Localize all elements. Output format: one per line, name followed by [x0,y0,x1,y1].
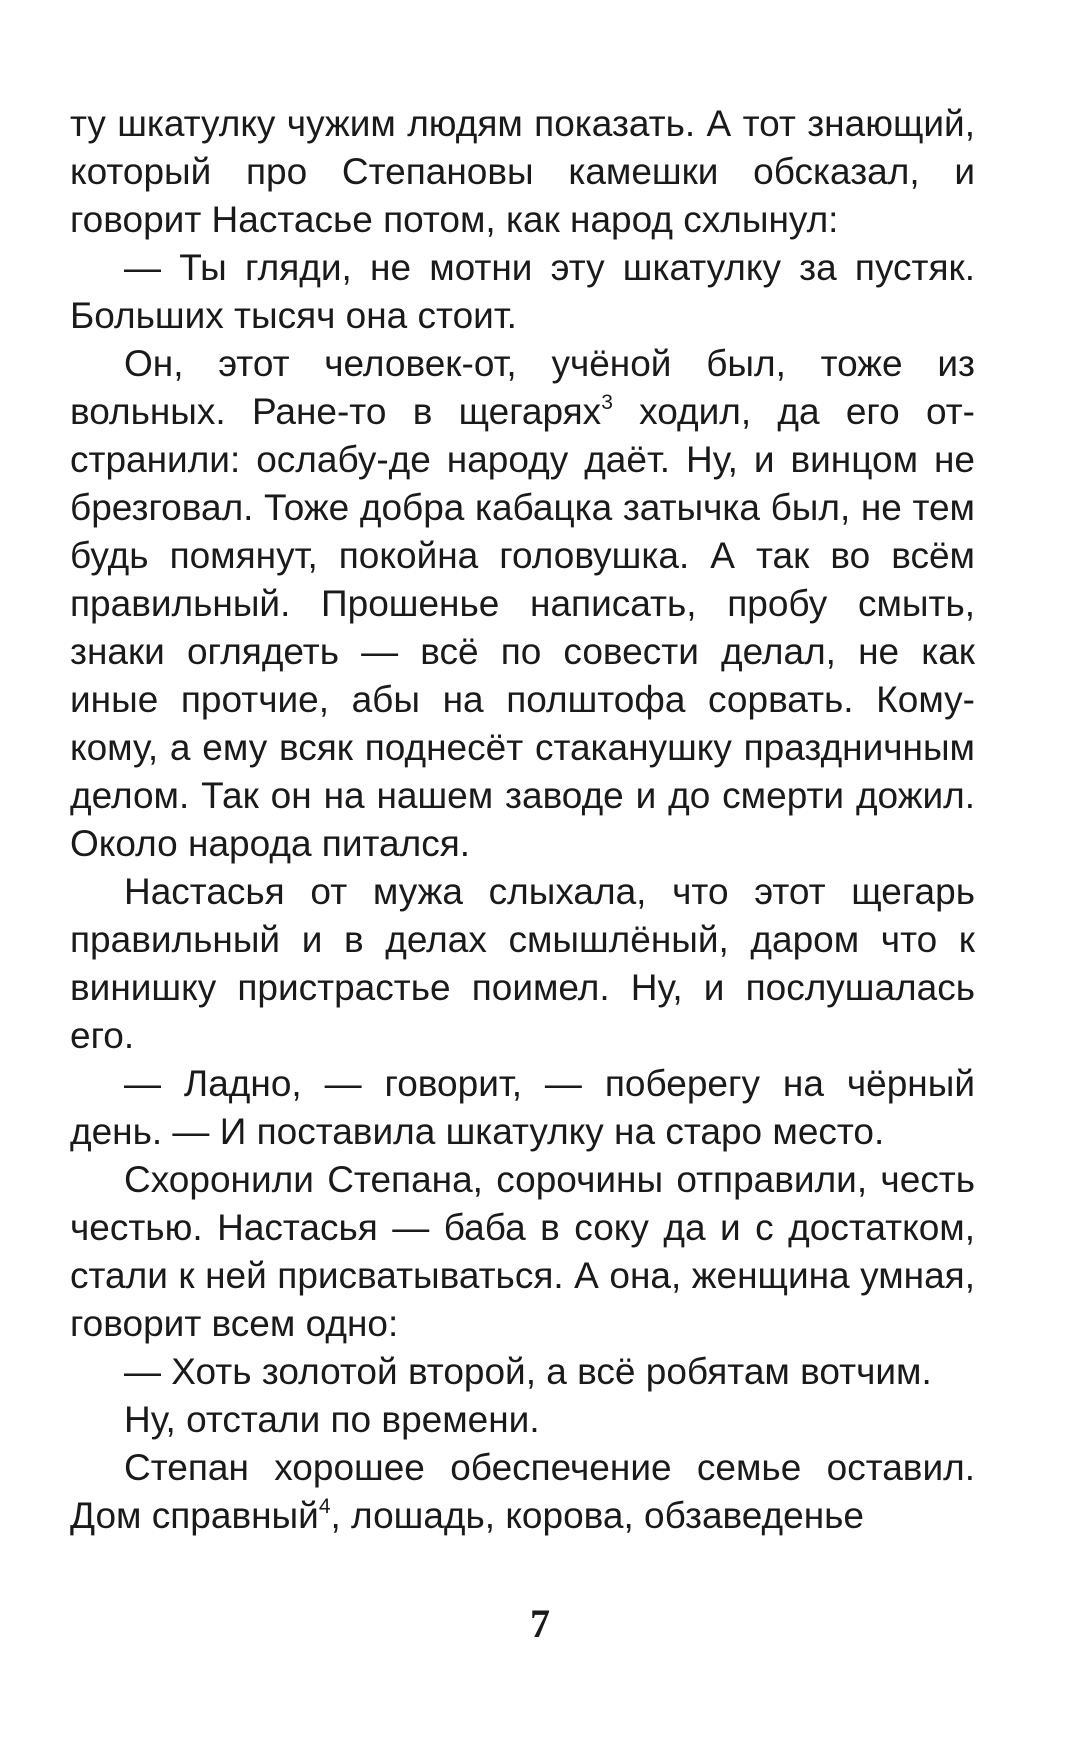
footnote-marker-4: 4 [318,1495,331,1518]
paragraph-text: Настасья от мужа слыхала, что этот щегарь правильный и в делах смышлёный, даром что к винишку пристрастье поимел. Ну, и послушалась его. [70,871,975,1056]
footnote-marker-3: 3 [601,391,613,414]
paragraph-text: Он, этот человек-от, учёной был, тоже из вольных. Ране-то в щегарях [70,343,975,432]
page-number: 7 [530,1601,550,1646]
paragraph-text: Схоронили Степана, сорочины отправили, честь честью. Настасья — баба в соку да и с достатком, стали к ней присватываться. А она, женщина умная, говорит всем одно: [70,1159,975,1344]
paragraph-7 [70,1348,975,1396]
paragraph-4 [70,868,975,1060]
paragraph-5 [70,1060,975,1156]
paragraph-text: — Ты гляди, не мотни эту шкатулку за пустяк. Больших тысяч она стоит. [70,247,975,336]
paragraph-text: Степан хорошее обеспечение семье оставил. Дом справный [70,1447,975,1536]
paragraph-8 [70,1396,975,1444]
paragraph-text-continued: ходил, да его отстранили: ослабу-де народу даёт. Ну, и винцом не брезговал. Тоже добра кабацка затычка был, не тем будь помянут, покойна головушка. А так во всём правильный. Прошенье написать, пробу смыть, знаки оглядеть — всё по совести делал, не как иные протчие, абы на полштофа сорвать. Кому-кому, а ему всяк поднесёт стаканушку праздничным делом. Так он на нашем заводе и до смерти дожил. Около народа питался. [70,391,975,864]
paragraph-text: — Ладно, — говорит, — поберегу на чёрный день. — И поставила шкатулку на старо место. [70,1063,975,1152]
page-text-block [70,100,975,1540]
paragraph-text: Ну, отстали по времени. [124,1399,540,1440]
paragraph-2 [70,244,975,340]
paragraph-1 [70,100,975,244]
paragraph-3 [70,340,975,868]
paragraph-text: — Хоть золотой второй, а всё робятам вотчим. [124,1351,932,1392]
paragraph-text-continued: , лошадь, корова, обзаведенье [330,1495,865,1536]
paragraph-6 [70,1156,975,1348]
paragraph-text: ту шкатулку чужим людям показать. А тот знающий, который про Степановы камешки обсказал, и говорит Настасье потом, как народ схлынул: [70,103,975,240]
paragraph-9 [70,1444,975,1540]
